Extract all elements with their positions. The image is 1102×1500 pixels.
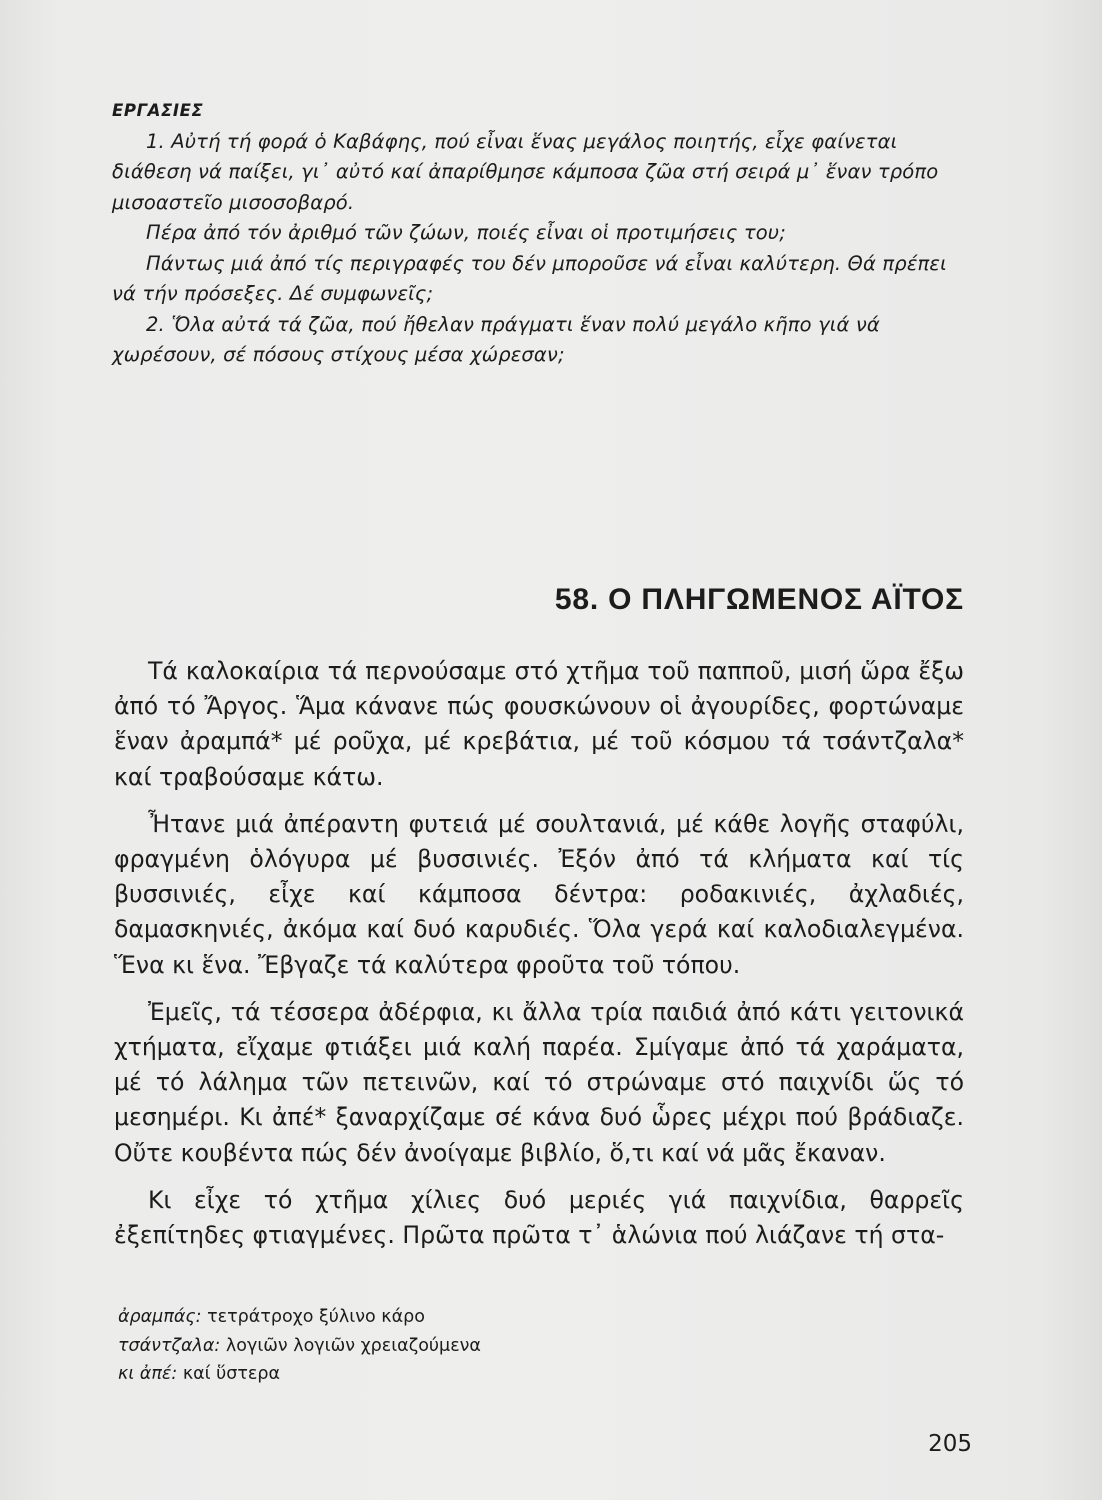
exercise-2-text: 2. Ὅλα αὐτά τά ζῶα, πού ἤθελαν πράγματι ἕναν πολύ μεγάλο κῆπο γιά νά χωρέσουν, σέ πόσους στίχους μέσα χώρεσαν;	[112, 312, 880, 366]
glossary-term: ἀραμπάς:	[118, 1307, 202, 1327]
glossary-definition: καί ὕστερα	[182, 1364, 281, 1384]
glossary-note	[118, 1332, 818, 1361]
chapter-body	[114, 654, 964, 1265]
exercise-1-text: 1. Αὐτή τή φορά ὁ Καβάφης, πού εἶναι ἕνας μεγάλος ποιητής, εἶχε φαίνεται διάθεση νά παίξει, γι᾿ αὐτό καί ἀπαρίθμησε κάμποσα ζῶα στή σειρά μ᾿ ἕναν τρόπο μισοαστεῖο μισοσοβαρό.	[112, 129, 939, 214]
body-paragraph: Ἦτανε μιά ἀπέραντη φυτειά μέ σουλτανιά, μέ κάθε λογῆς σταφύλι, φραγμένη ὁλόγυρα μέ βυσσινιές. Ἐξόν ἀπό τά κλήματα καί τίς βυσσινιές, εἶχε καί κάμποσα δέντρα: ροδακινιές, ἀχλαδιές, δαμασκηνιές, ἀκόμα καί δυό καρυδιές. Ὅλα γερά καί καλοδιαλεγμένα. Ἕνα κι ἕνα. Ἔβγαζε τά καλύτερα φροῦτα τοῦ τόπου.	[114, 809, 964, 979]
glossary-note	[118, 1360, 818, 1389]
exercises-section	[112, 96, 972, 371]
exercise-1-question: Πέρα ἀπό τόν ἀριθμό τῶν ζώων, ποιές εἶναι οἱ προτιμήσεις του;	[146, 221, 786, 244]
chapter-title: 58. Ο ΠΛΗΓΩΜΕΝΟΣ ΑΪΤΟΣ	[554, 583, 964, 616]
body-paragraph: Ἐμεῖς, τά τέσσερα ἀδέρφια, κι ἄλλα τρία παιδιά ἀπό κάτι γειτονικά χτήματα, εἴχαμε φτιάξει μιά καλή παρέα. Σμίγαμε ἀπό τά χαράματα, μέ τό λάλημα τῶν πετεινῶν, καί τό στρώναμε στό παιχνίδι ὥς τό μεσημέρι. Κι ἀπέ* ξαναρχίζαμε σέ κάνα δυό ὧρες μέχρι πού βράδιαζε. Οὔτε κουβέντα πώς δέν ἀνοίγαμε βιβλίο, ὅ,τι καί νά μᾶς ἔκαναν.	[114, 997, 964, 1167]
glossary-notes	[118, 1303, 818, 1389]
exercise-1-followup: Πάντως μιά ἀπό τίς περιγραφές του δέν μποροῦσε νά εἶναι καλύτερη. Θά πρέπει νά τήν πρόσεξες. Δέ συμφωνεῖς;	[112, 251, 947, 305]
glossary-note	[118, 1303, 818, 1332]
page-number: 205	[928, 1431, 972, 1457]
body-paragraph: Τά καλοκαίρια τά περνούσαμε στό χτῆμα τοῦ παπποῦ, μισή ὥρα ἔξω ἀπό τό Ἄργος. Ἅμα κάνανε πώς φουσκώνουν οἱ ἀγουρίδες, φορτώναμε ἕναν ἀραμπά* μέ ροῦχα, μέ κρεβάτια, μέ τοῦ κόσμου τά τσάντζαλα* καί τραβούσαμε κάτω.	[114, 657, 964, 791]
body-paragraph: Κι εἶχε τό χτῆμα χίλιες δυό μεριές γιά παιχνίδια, θαρρεῖς ἐξεπίτηδες φτιαγμένες. Πρῶτα πρῶτα τ᾿ ἁλώνια πού λιάζανε τή στα-	[114, 1185, 964, 1250]
glossary-term: κι ἀπέ:	[118, 1364, 178, 1384]
glossary-term: τσάντζαλα:	[118, 1335, 221, 1356]
glossary-definition: λογιῶν λογιῶν χρειαζούμενα	[225, 1335, 481, 1356]
glossary-definition: τετράτροχο ξύλινο κάρο	[207, 1307, 425, 1327]
exercises-heading: ΕΡΓΑΣΙΕΣ	[112, 101, 204, 120]
